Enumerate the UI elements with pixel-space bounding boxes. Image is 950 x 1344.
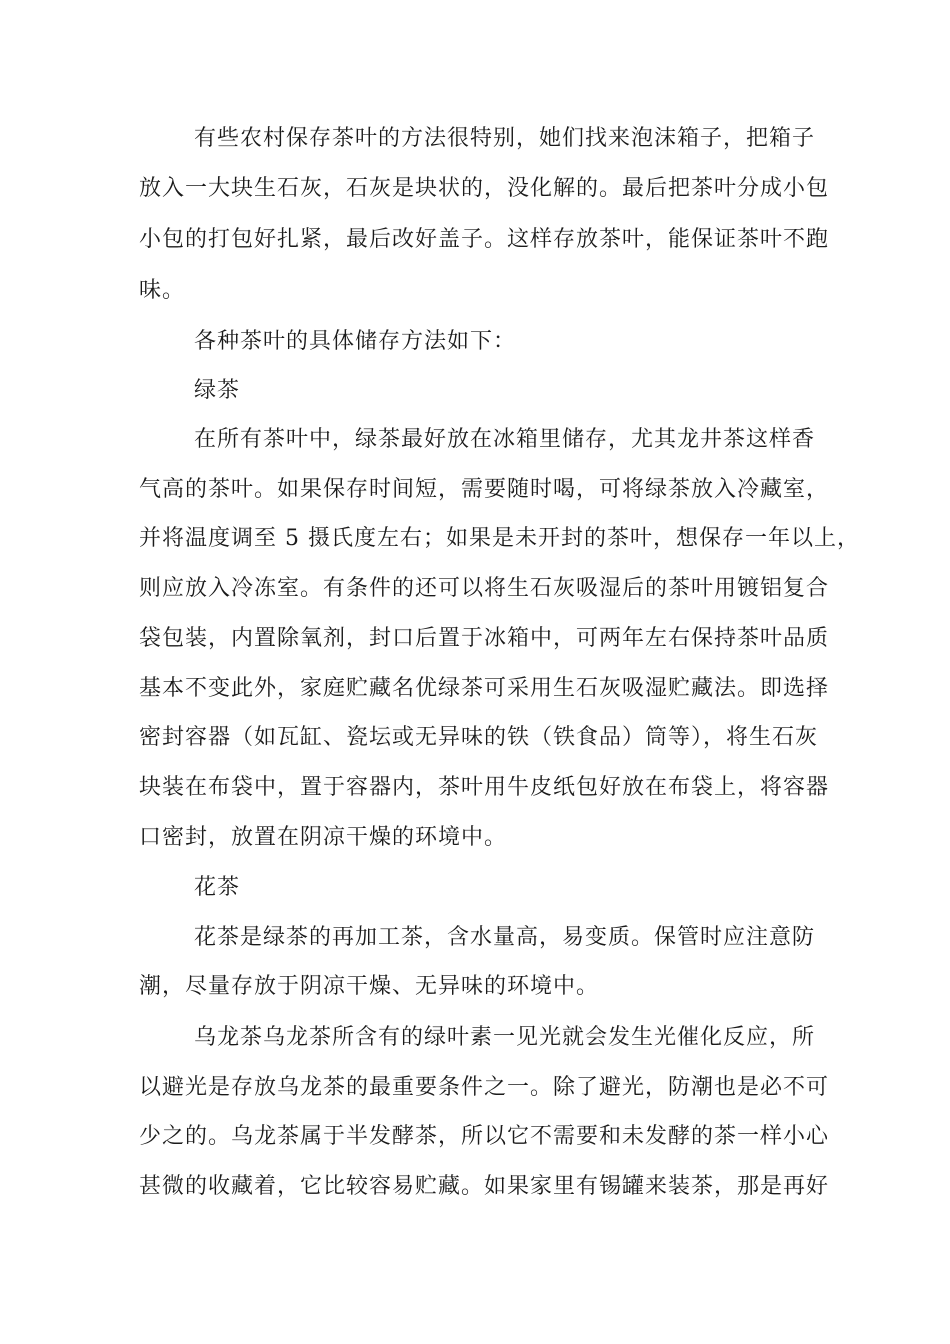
paragraph-line: 甚微的收藏着，它比较容易贮藏。如果家里有锡罐来装茶，那是再好 xyxy=(139,1174,830,1199)
paragraph-line: 潮，尽量存放于阴凉干燥、无异味的环境中。 xyxy=(139,974,600,999)
paragraph-line: 花茶是绿茶的再加工茶，含水量高，易变质。保管时应注意防 xyxy=(194,925,816,950)
paragraph-line: 基本不变此外，家庭贮藏名优绿茶可采用生石灰吸湿贮藏法。即选择 xyxy=(139,676,830,701)
paragraph-line: 并将温度调至 5 摄氏度左右；如果是未开封的茶叶，想保存一年以上， xyxy=(139,526,860,551)
paragraph-line: 袋包装，内置除氧剂，封口后置于冰箱中，可两年左右保持茶叶品质 xyxy=(139,626,830,651)
paragraph-line: 小包的打包好扎紧，最后改好盖子。这样存放茶叶，能保证茶叶不跑 xyxy=(139,227,830,252)
paragraph-line: 少之的。乌龙茶属于半发酵茶，所以它不需要和未发酵的茶一样小心 xyxy=(139,1124,830,1149)
section-heading-flower-tea: 花茶 xyxy=(194,875,241,900)
section-heading-green-tea: 绿茶 xyxy=(194,378,241,403)
paragraph-line: 密封容器（如瓦缸、瓷坛或无异味的铁（铁食品）筒等），将生石灰 xyxy=(139,725,819,750)
paragraph-line: 放入一大块生石灰，石灰是块状的，没化解的。最后把茶叶分成小包 xyxy=(139,176,830,201)
paragraph-line: 有些农村保存茶叶的方法很特别，她们找来泡沫箱子，把箱子 xyxy=(194,126,816,151)
paragraph-line: 口密封，放置在阴凉干燥的环境中。 xyxy=(139,825,508,850)
paragraph-line: 味。 xyxy=(139,278,186,303)
paragraph-line: 以避光是存放乌龙茶的最重要条件之一。除了避光，防潮也是必不可 xyxy=(139,1075,830,1100)
paragraph-line: 块装在布袋中，置于容器内，茶叶用牛皮纸包好放在布袋上，将容器 xyxy=(139,775,830,800)
intro-line: 各种茶叶的具体储存方法如下： xyxy=(194,329,517,354)
paragraph-line: 则应放入冷冻室。有条件的还可以将生石灰吸湿后的茶叶用镀铝复合 xyxy=(139,576,830,601)
paragraph-line: 乌龙茶乌龙茶所含有的绿叶素一见光就会发生光催化反应，所 xyxy=(194,1025,816,1050)
paragraph-line: 气高的茶叶。如果保存时间短，需要随时喝，可将绿茶放入冷藏室， xyxy=(139,477,830,502)
paragraph-line: 在所有茶叶中，绿茶最好放在冰箱里储存，尤其龙井茶这样香 xyxy=(194,427,816,452)
